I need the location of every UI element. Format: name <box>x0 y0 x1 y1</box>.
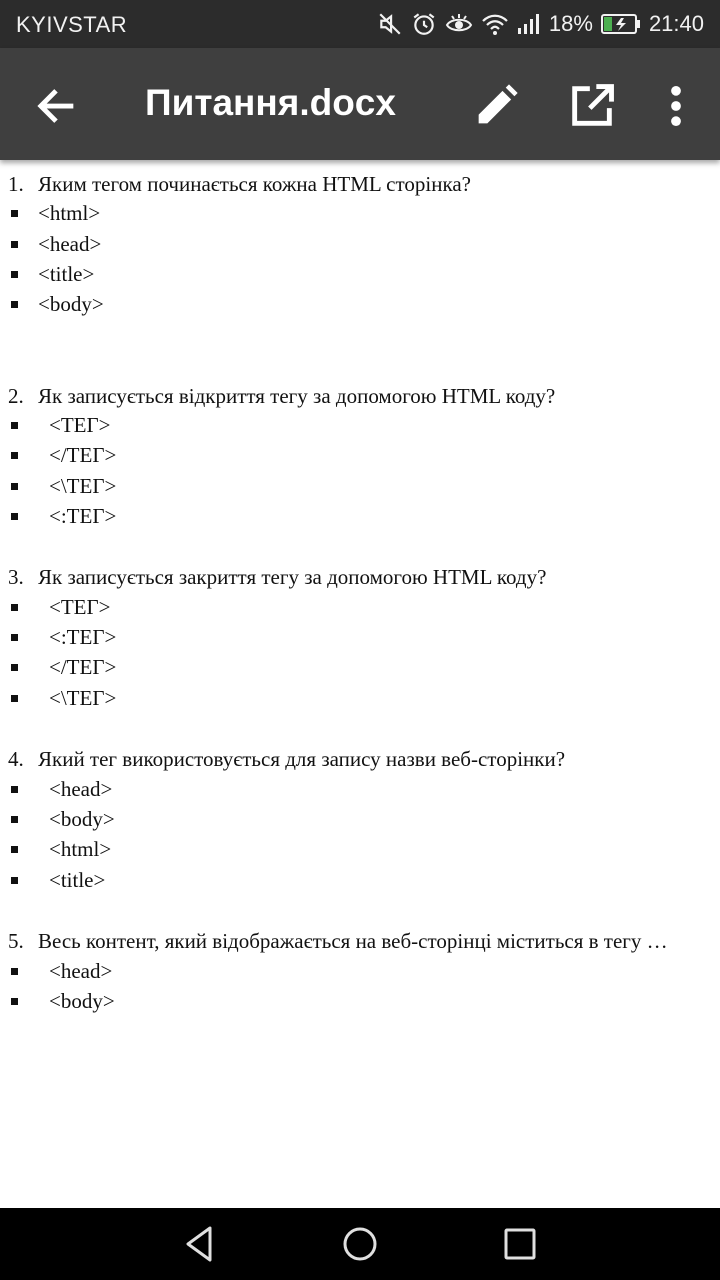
document-content: 1. Яким тегом починається кожна HTML сторінка? <html> <head> <title> <body> 2. Як записується відкриття тегу за допомогою HTML коду? <ТЕГ> </ТЕГ> <\ТЕГ> <:ТЕГ> 3. Як записується закриття тегу за допомогою HTML коду? <ТЕГ> <:ТЕГ> </ТЕГ> <\ТЕГ> 4. Який тег використовується для запису назви веб-сторінки? <head> <body> <html> <title> 5. Весь контент, який відображається на веб-сторінці міститься в тегу … <head> <body> <box>8 172 668 1013</box>
wifi-icon <box>481 11 509 37</box>
back-arrow-icon[interactable] <box>30 80 82 132</box>
bullet-icon <box>11 452 18 459</box>
bullet-icon <box>11 513 18 520</box>
back-triangle-icon[interactable] <box>176 1220 224 1268</box>
mute-icon <box>377 11 403 37</box>
battery-charging-icon <box>601 13 641 35</box>
bullet-icon <box>11 422 18 429</box>
question-2: 2. Як записується відкриття тегу за допомогою HTML коду? <box>8 384 556 408</box>
question-5: 5. Весь контент, який відображається на веб-сторінці міститься в тегу … <box>8 929 668 953</box>
bullet-icon <box>11 271 18 278</box>
bullet-icon <box>11 210 18 217</box>
edit-pencil-icon[interactable] <box>470 80 522 132</box>
eye-comfort-icon <box>445 11 473 37</box>
bullet-icon <box>11 695 18 702</box>
home-circle-icon[interactable] <box>336 1220 384 1268</box>
question-1: 1. Яким тегом починається кожна HTML сторінка? <box>8 172 471 196</box>
bullet-icon <box>11 604 18 611</box>
app-bar <box>0 48 720 160</box>
bullet-icon <box>11 877 18 884</box>
status-bar <box>0 0 720 48</box>
clock: 21:40 <box>648 11 704 36</box>
bullet-icon <box>11 634 18 641</box>
signal-icon <box>517 11 541 37</box>
recents-square-icon[interactable] <box>496 1220 544 1268</box>
bullet-icon <box>11 998 18 1005</box>
bullet-icon <box>11 846 18 853</box>
carrier-name: KYIVSTAR <box>16 12 128 37</box>
bullet-icon <box>11 241 18 248</box>
question-3: 3. Як записується закриття тегу за допомогою HTML коду? <box>8 565 547 589</box>
question-4: 4. Який тег використовується для запису назви веб-сторінки? <box>8 747 566 771</box>
bullet-icon <box>11 483 18 490</box>
bullet-icon <box>11 786 18 793</box>
alarm-icon <box>411 11 437 37</box>
status-icons <box>377 0 704 48</box>
bullet-icon <box>11 664 18 671</box>
bullet-icon <box>11 816 18 823</box>
open-external-icon[interactable] <box>566 80 618 132</box>
more-vert-icon[interactable] <box>650 80 702 132</box>
navigation-bar <box>0 1208 720 1280</box>
document-title: Питання.docx <box>145 82 396 123</box>
bullet-icon <box>11 968 18 975</box>
battery-percent: 18% <box>548 11 593 36</box>
bullet-icon <box>11 301 18 308</box>
